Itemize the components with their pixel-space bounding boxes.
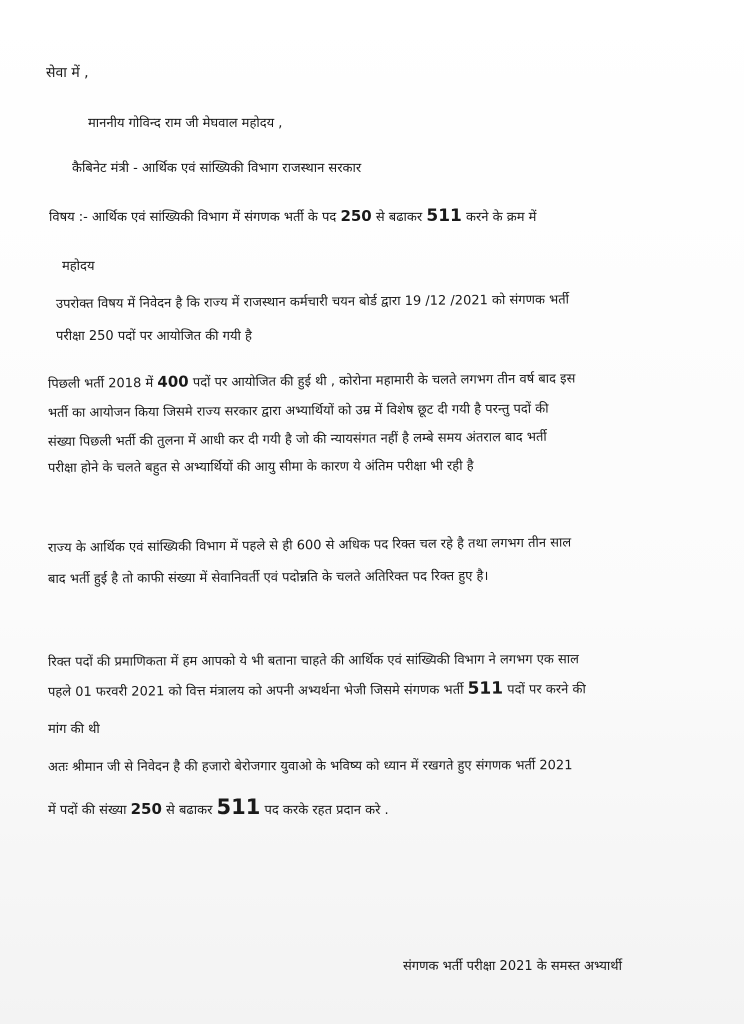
salutation: सेवा में ,	[46, 65, 89, 81]
paragraph-5-text-b: से बढाकर	[161, 803, 217, 818]
paragraph-3-line-1: राज्य के आर्थिक एवं सांख्यिकी विभाग में पहले से ही 600 से अधिक पद रिक्त चल रहे है तथा लगभग तीन साल	[47, 535, 572, 556]
paragraph-2-line-3: संख्या पिछली भर्ती की तुलना में आधी कर दी गयी है जो की न्यायसंगत नहीं है लम्बे समय अंतराल बाद भर्ती	[47, 429, 547, 450]
paragraph-5-text-a: में पदों की संख्या	[48, 803, 131, 818]
subject-number-250: 250	[340, 207, 372, 225]
paragraph-4-text-a: पहले 01 फरवरी 2021 को वित्त मंत्रालय को अपनी अभ्यर्थना भेजी जिसमे संगणक भर्ती	[47, 682, 468, 700]
paragraph-4-number-511: 511	[467, 678, 504, 699]
paragraph-5-number-511: 511	[216, 795, 261, 819]
paragraph-2-line-2: भर्ती का आयोजन किया जिसमे राज्य सरकार द्वारा अभ्यार्थियों को उम्र में विशेष छूट दी गयी है परन्तु पदों की	[47, 401, 549, 421]
addressee-designation: कैबिनेट मंत्री - आर्थिक एवं सांख्यिकी विभाग राजस्थान सरकार	[72, 161, 362, 176]
paragraph-4-text-b: पदों पर करने की	[503, 682, 586, 698]
paragraph-1-line-1: उपरोक्त विषय में निवेदन है कि राज्य में राजस्थान कर्मचारी चयन बोर्ड द्वारा 19 /12 /2021 को संगणक भर्ती	[55, 292, 570, 312]
subject-text-2: से बढाकर	[371, 210, 427, 225]
subject-text-1: विषय :- आर्थिक एवं सांख्यिकी विभाग में संगणक भर्ती के पद	[49, 210, 341, 225]
paragraph-5-line-1: अतः श्रीमान जी से निवेदन है की हजारो बेरोजगार युवाओ के भविष्य को ध्यान में रखगते हुए संगणक भर्ती 2021	[47, 758, 573, 775]
subject-number-511: 511	[426, 206, 462, 226]
paragraph-5-line-2	[48, 795, 389, 820]
paragraph-4-line-3: मांग की थी	[48, 722, 100, 737]
paragraph-4-line-1: रिक्त पदों की प्रमाणिकता में हम आपको ये भी बताना चाहते की आर्थिक एवं सांख्यिकी विभाग ने लगभग एक साल	[47, 652, 580, 670]
paragraph-4-line-2	[48, 679, 586, 702]
paragraph-1-line-2: परीक्षा 250 पदों पर आयोजित की गयी है	[56, 329, 252, 344]
paragraph-5-number-250: 250	[130, 800, 162, 818]
paragraph-2-text-b: पदों पर आयोजित की हुई थी , कोरोना महामारी के चलते लगभग तीन वर्ष बाद इस	[188, 371, 576, 391]
subject-text-3: करने के क्रम में	[461, 210, 537, 225]
signoff: संगणक भर्ती परीक्षा 2021 के समस्त अभ्यार्थी	[403, 959, 622, 974]
paragraph-2-line-4: परीक्षा होने के चलते बहुत से अभ्यार्थियों की आयु सीमा के कारण ये अंतिम परीक्षा भी रही है	[47, 458, 474, 476]
addressee-name: माननीय गोविन्द राम जी मेघवाल महोदय ,	[88, 116, 283, 131]
paragraph-2-text-a: पिछली भर्ती 2018 में	[47, 375, 158, 392]
paragraph-3-line-2: बाद भर्ती हुई है तो काफी संख्या में सेवानिवर्ती एवं पदोन्नति के चलते अतिरिक्त पद रिक्त हुए है।	[47, 568, 489, 587]
subject-line	[49, 207, 536, 227]
paragraph-5-text-c: पद करके रहत प्रदान करे .	[260, 803, 389, 818]
paragraph-2-line-1	[48, 368, 576, 394]
greeting: महोदय	[62, 259, 95, 274]
paragraph-2-number-400: 400	[157, 372, 189, 391]
